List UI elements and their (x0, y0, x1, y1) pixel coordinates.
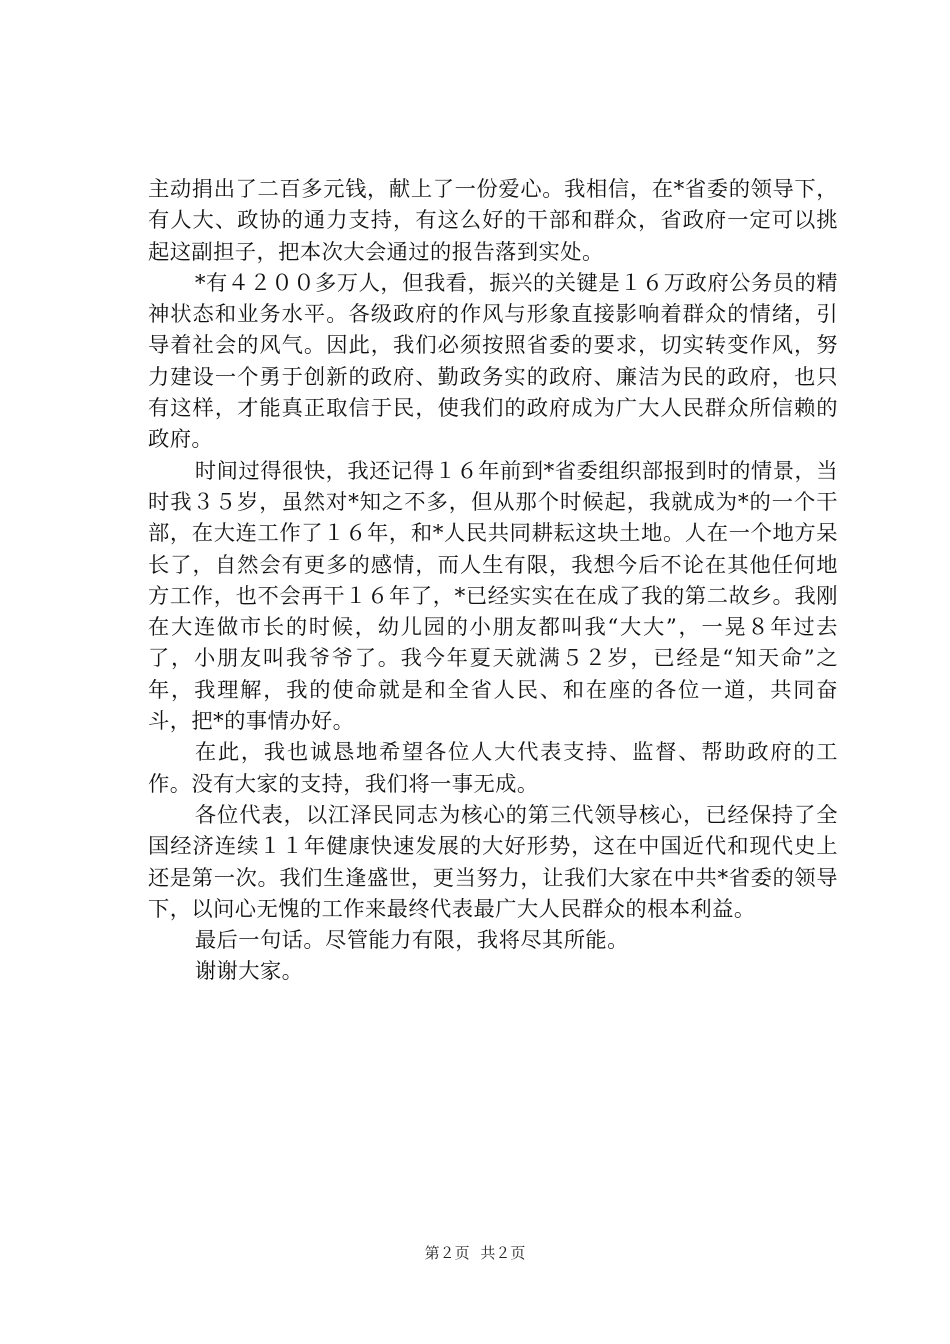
paragraph-5: 各位代表，以江泽民同志为核心的第三代领导核心，已经保持了全国经济连续１１年健康快速发展的大好形势，这在中国近代和现代史上还是第一次。我们生逢盛世，更当努力，让我们大家在中共*省委的领导下，以问心无愧的工作来最终代表最广大人民群众的根本利益。 (148, 802, 838, 922)
paragraph-7: 谢谢大家。 (194, 959, 304, 985)
paragraph-2: *有４２００多万人，但我看，振兴的关键是１６万政府公务员的精神状态和业务水平。各级政府的作风与形象直接影响着群众的情绪，引导着社会的风气。因此，我们必须按照省委的要求，切实转变作风，努力建设一个勇于创新的政府、勤政务实的政府、廉洁为民的政府，也只有这样，才能真正取信于民，使我们的政府成为广大人民群众所信赖的政府。 (148, 270, 838, 453)
paragraph-1: 主动捐出了二百多元钱，献上了一份爱心。我相信，在*省委的领导下，有人大、政协的通力支持，有这么好的干部和群众，省政府一定可以挑起这副担子，把本次大会通过的报告落到实处。 (148, 177, 838, 265)
page-number-total: 共２页 (480, 1244, 526, 1262)
paragraph-6: 最后一句话。尽管能力有限，我将尽其所能。 (194, 928, 629, 954)
paragraph-4: 在此，我也诚恳地希望各位人大代表支持、监督、帮助政府的工作。没有大家的支持，我们将一事无成。 (148, 740, 838, 797)
paragraph-3: 时间过得很快，我还记得１６年前到*省委组织部报到时的情景，当时我３５岁，虽然对*知之不多，但从那个时候起，我就成为*的一个干部，在大连工作了１６年，和*人民共同耕耘这块土地。人在一个地方呆长了，自然会有更多的感情，而人生有限，我想今后不论在其他任何地方工作，也不会再干１６年了，*已经实实在在成了我的第二故乡。我刚在大连做市长的时候，幼儿园的小朋友都叫我“大大”，一晃８年过去了，小朋友叫我爷爷了。我今年夏天就满５２岁，已经是“知天命”之年，我理解，我的使命就是和全省人民、和在座的各位一道，共同奋斗，把*的事情办好。 (148, 458, 838, 735)
page-number-current: 第２页 (424, 1244, 470, 1262)
page-footer (0, 1243, 950, 1263)
document-body (148, 174, 838, 988)
